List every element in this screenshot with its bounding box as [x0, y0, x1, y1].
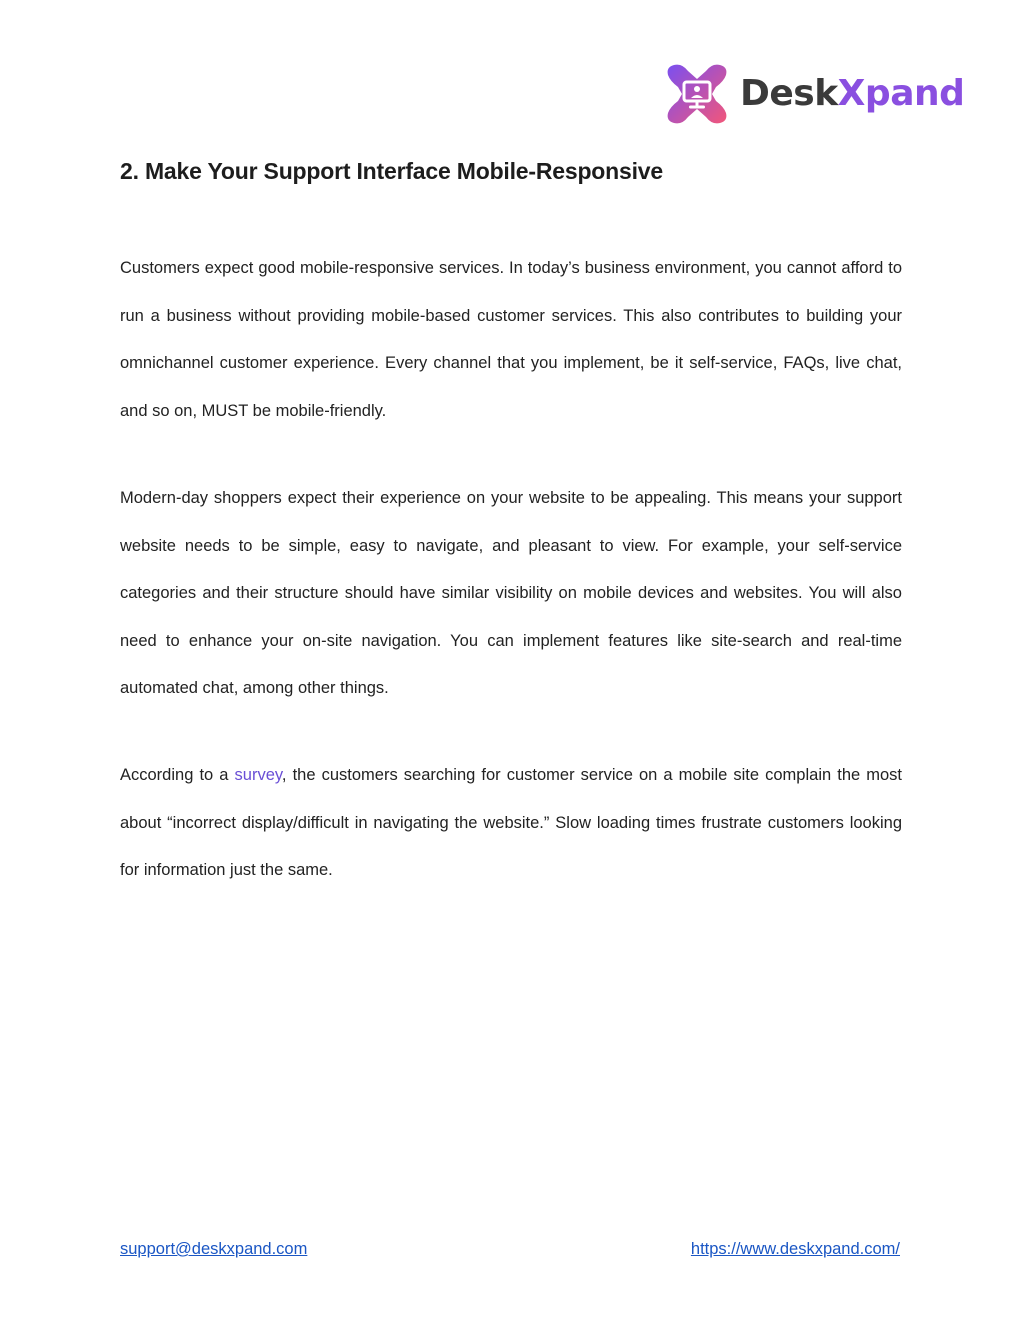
paragraph-2: Modern-day shoppers expect their experience on your website to be appealing. This means your support website needs to be simple, easy to navigate, and pleasant to view. For example, your self-service categories and their structure should have similar visibility on mobile devices and websites. You will also need to enhance your on-site navigation. You can implement features like site-search and real-time automated chat, among other things. [120, 489, 902, 697]
paragraph-3-rest: , the customers searching for customer service on a mobile site complain the most about “incorrect display/difficult in navigating the website.” Slow loading times frustrate customers looking for information just the same. [120, 766, 903, 879]
paragraph-3-lead: According to a [120, 766, 235, 784]
section-heading: 2. Make Your Support Interface Mobile-Responsive [120, 158, 663, 184]
paragraph-1: Customers expect good mobile-responsive services. In today’s business environment, you cannot afford to run a business without providing mobile-based customer services. This also contributes to building your omnichannel customer experience. Every channel that you implement, be it self-service, FAQs, live chat, and so on, MUST be mobile-friendly. [120, 259, 902, 420]
brand-logo [664, 60, 964, 128]
survey-link[interactable]: survey [234, 766, 282, 784]
logo-wordmark [740, 73, 965, 114]
logo-word-desk: Desk [740, 73, 838, 114]
logo-word-xpand: Xpand [837, 73, 965, 114]
deskxpand-logo-icon [664, 61, 730, 127]
website-url-link[interactable]: https://www.deskxpand.com/ [690, 1240, 900, 1258]
paragraph-3 [120, 752, 902, 895]
support-email-link[interactable]: support@deskxpand.com [120, 1240, 308, 1258]
